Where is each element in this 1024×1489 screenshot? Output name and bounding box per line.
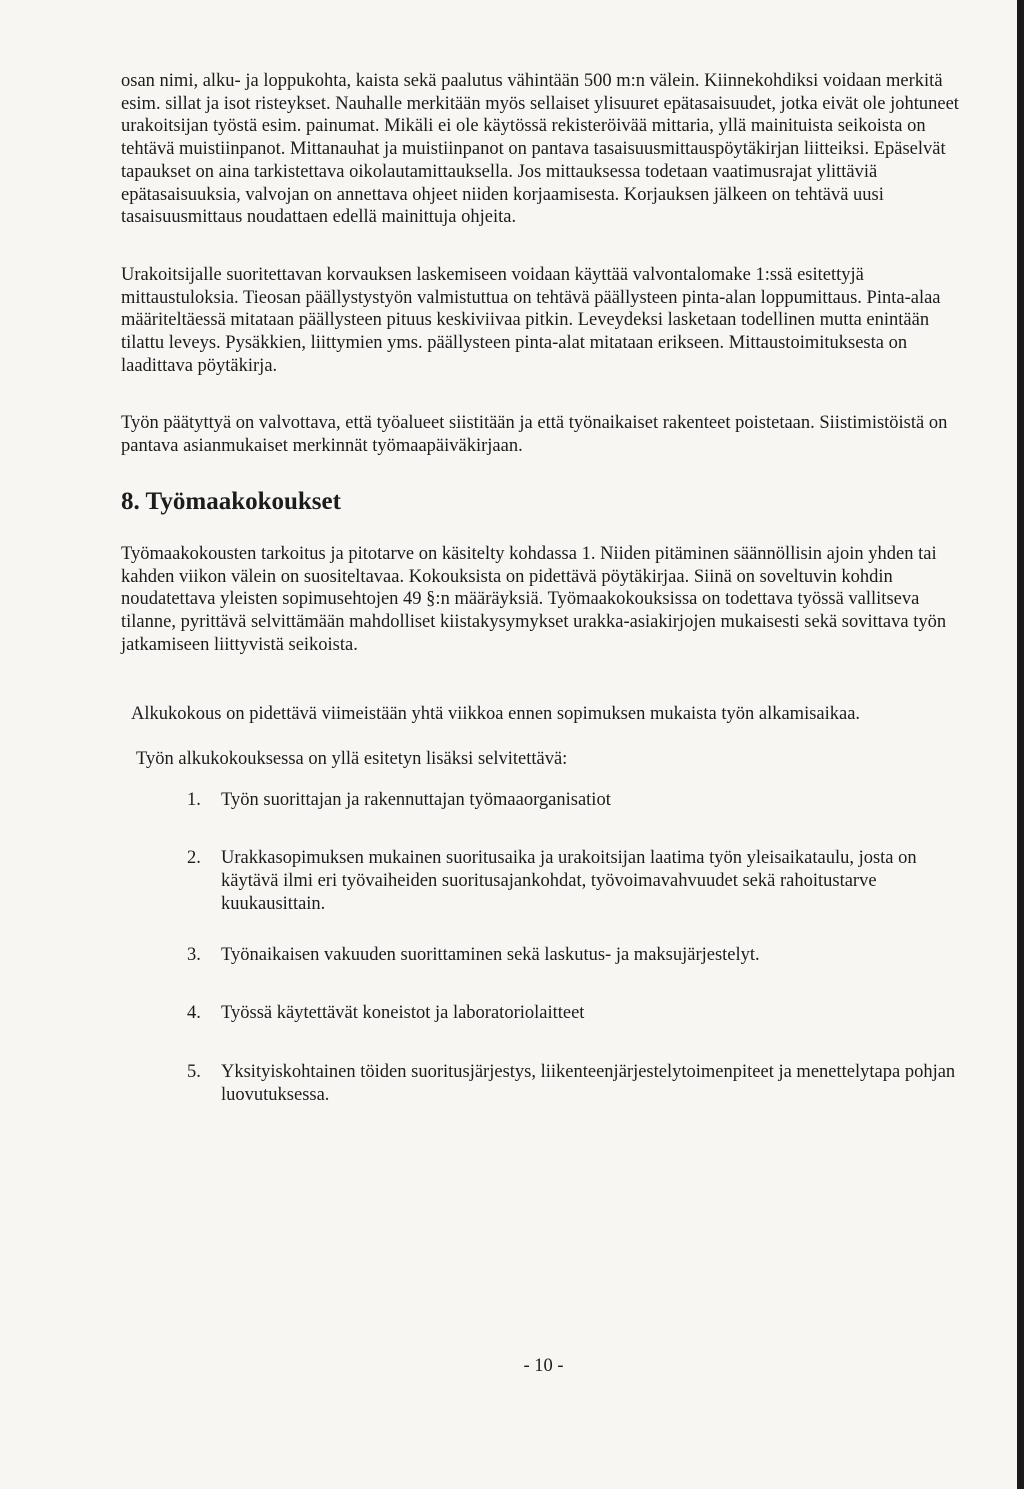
list-item xyxy=(187,847,971,915)
page-edge-shadow xyxy=(1017,0,1024,1489)
kickoff-items-list xyxy=(187,789,971,1107)
list-item-text: Työssä käytettävät koneistot ja laboratoriolaitteet xyxy=(221,1003,585,1024)
list-item xyxy=(187,789,971,812)
list-item-text: Urakkasopimuksen mukainen suoritusaika ja urakoitsijan laatima työn yleisaikataulu, josta on käytävä ilmi eri työvaiheiden suoritusajankohdat, työvoimavahvuudet sekä rahoitustarve kuukausittain. xyxy=(221,848,917,914)
section-heading: 8. Työmaakokoukset xyxy=(121,487,341,515)
list-item xyxy=(187,1061,971,1106)
list-item-number: 2. xyxy=(187,848,201,869)
list-item-number: 4. xyxy=(187,1003,201,1024)
paragraph-kickoff-meeting: Alkukokous on pidettävä viimeistään yhtä viikkoa ennen sopimuksen mukaista työn alkamisaikaa. xyxy=(131,704,861,725)
page-number: - 10 - xyxy=(523,1356,564,1376)
list-item-number: 5. xyxy=(187,1061,201,1082)
paragraph-measurement: osan nimi, alku- ja loppukohta, kaista sekä paalutus vähintään 500 m:n välein. Kiinnekohdiksi voidaan merkitä esim. sillat ja isot risteykset. Nauhalle merkitään myös sellaiset ylisuuret epätasaisuudet, jotka eivät ole johtuneet urakoitsijan työstä esim. painumat. Mikäli ei ole käytössä rekisteröivää mittaria, yllä mainituista seikoista on tehtävä muistiinpanot. Mittanauhat ja muistiinpanot on pantava tasaisuusmittauspöytäkirjan liitteiksi. Epäselvät tapaukset on aina tarkistettava oikolautamittauksella. Jos mittauksessa todetaan vaatimusrajat ylittäviä epätasaisuuksia, valvojan on annettava ohjeet niiden korjaamisesta. Korjauksen jälkeen on tehtävä uusi tasaisuusmittaus noudattaen edellä mainittuja ohjeita. xyxy=(121,71,959,228)
list-item xyxy=(187,944,971,967)
list-item-number: 3. xyxy=(187,944,201,965)
paragraph-cleanup: Työn päätyttyä on valvottava, että työalueet siistitään ja että työnaikaiset rakenteet poistetaan. Siistimistöistä on pantava asianmukaiset merkinnät työmaapäiväkirjaan. xyxy=(121,413,948,457)
list-item-text: Työnaikaisen vakuuden suorittaminen sekä laskutus- ja maksujärjestelyt. xyxy=(221,944,760,965)
page-content xyxy=(121,70,971,1142)
paragraph-compensation: Urakoitsijalle suoritettavan korvauksen laskemiseen voidaan käyttää valvontalomake 1:ssä esitettyjä mittaustuloksia. Tieosan päällystystyön valmistuttua on tehtävä päällysteen pinta-alan loppumittaus. Pinta-alaa määriteltäessä mitataan päällysteen pituus keskiviivaa pitkin. Leveydeksi lasketaan todellinen mutta enintään tilattu leveys. Pysäkkien, liittymien yms. päällysteen pinta-alat mitataan erikseen. Mittaustoimituksesta on laadittava pöytäkirja. xyxy=(121,264,941,376)
list-item-number: 1. xyxy=(187,789,201,810)
paragraph-site-meetings: Työmaakokousten tarkoitus ja pitotarve on käsitelty kohdassa 1. Niiden pitäminen säännöllisin ajoin yhden tai kahden viikon välein on suositeltavaa. Kokouksista on pidettävä pöytäkirjaa. Siinä on soveltuvin kohdin noudatettava yleisten sopimusehtojen 49 §:n määräyksiä. Työmaakokouksissa on todettava työssä vallitseva tilanne, pyrittävä selvittämään mahdolliset kiistakysymykset urakka-asiakirjojen mukaisesti sekä sovittava työn jatkamiseen liittyvistä seikoista. xyxy=(121,543,947,655)
paragraph-kickoff-items-intro: Työn alkukokouksessa on yllä esitetyn lisäksi selvitettävä: xyxy=(136,749,568,770)
list-item xyxy=(187,1002,971,1025)
list-item-text: Yksityiskohtainen töiden suoritusjärjestys, liikenteenjärjestelytoimenpiteet ja menettelytapa pohjan luovutuksessa. xyxy=(221,1061,956,1105)
list-item-text: Työn suorittajan ja rakennuttajan työmaaorganisatiot xyxy=(221,789,611,810)
